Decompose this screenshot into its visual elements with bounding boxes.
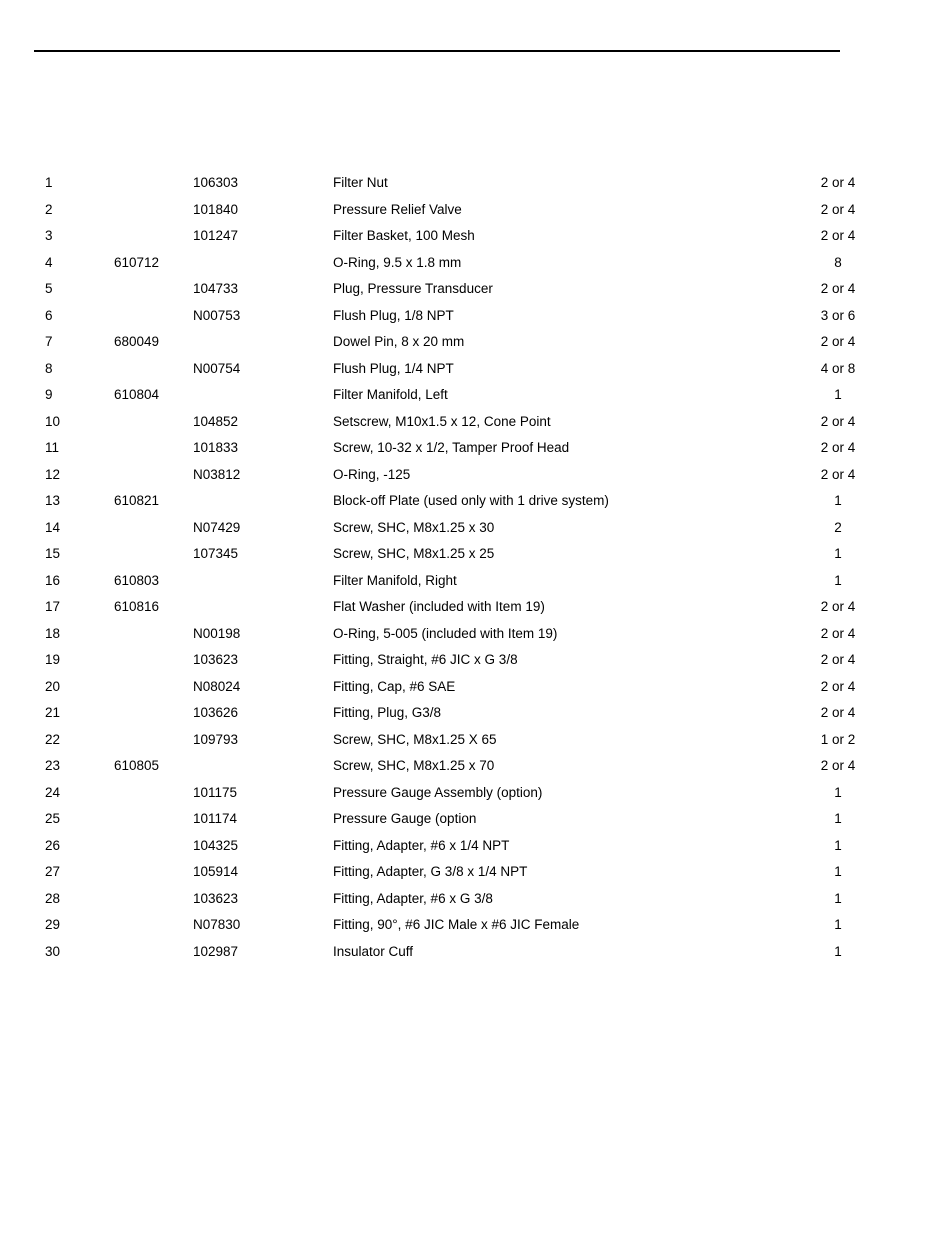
item-number: 2	[45, 201, 53, 217]
item-number: 29	[45, 917, 61, 932]
part-description: Screw, SHC, M8x1.25 x 70	[333, 758, 495, 773]
parts-row	[0, 916, 950, 943]
quantity: 1	[834, 917, 842, 932]
item-number: 6	[45, 307, 53, 323]
quantity: 2 or 4	[820, 758, 856, 773]
item-number: 19	[45, 652, 61, 667]
part-description: Fitting, Adapter, G 3/8 x 1/4 NPT	[333, 864, 528, 879]
part-number: 101174	[193, 811, 238, 826]
part-description: Screw, SHC, M8x1.25 x 30	[333, 519, 495, 535]
item-number: 26	[45, 837, 61, 853]
part-number: 104733	[193, 281, 239, 296]
part-number: 102987	[193, 943, 239, 959]
quantity: 2 or 4	[820, 281, 856, 296]
parts-row	[0, 572, 950, 599]
part-number: 103623	[193, 890, 239, 906]
part-number: N03812	[193, 466, 241, 482]
parts-row	[0, 757, 950, 784]
part-description: Screw, SHC, M8x1.25 x 25	[333, 546, 495, 561]
item-number: 7	[45, 334, 53, 349]
quantity: 8	[834, 254, 842, 270]
part-description: Fitting, Plug, G3/8	[333, 705, 442, 720]
header-divider	[34, 50, 840, 52]
item-number: 5	[45, 281, 53, 296]
part-description: O-Ring, -125	[333, 466, 411, 482]
parts-row	[0, 413, 950, 440]
part-description: Pressure Relief Valve	[333, 201, 462, 217]
kit-number: 610803	[114, 572, 160, 588]
quantity: 2 or 4	[820, 440, 856, 455]
part-description: Screw, SHC, M8x1.25 X 65	[333, 731, 497, 747]
parts-row	[0, 863, 950, 890]
part-description: O-Ring, 9.5 x 1.8 mm	[333, 254, 462, 270]
part-number: 105914	[193, 864, 239, 879]
part-description: Setscrew, M10x1.5 x 12, Cone Point	[333, 413, 551, 429]
part-number: 109793	[193, 731, 239, 747]
quantity: 1	[834, 387, 842, 402]
quantity: 2	[834, 519, 842, 535]
parts-row	[0, 333, 950, 360]
part-description: Filter Manifold, Right	[333, 572, 457, 588]
part-description: Screw, 10-32 x 1/2, Tamper Proof Head	[333, 440, 570, 455]
parts-row	[0, 254, 950, 281]
parts-row	[0, 280, 950, 307]
quantity: 2 or 4	[820, 599, 856, 614]
quantity: 1	[834, 493, 842, 508]
quantity: 2 or 4	[820, 175, 856, 190]
item-number: 9	[45, 387, 53, 402]
quantity: 3 or 6	[820, 307, 856, 323]
item-number: 16	[45, 572, 61, 588]
parts-row	[0, 360, 950, 387]
part-description: Plug, Pressure Transducer	[333, 281, 493, 296]
quantity: 2 or 4	[820, 705, 856, 720]
item-number: 3	[45, 228, 53, 243]
parts-row	[0, 704, 950, 731]
parts-row	[0, 466, 950, 493]
part-number: N07830	[193, 917, 241, 932]
item-number: 13	[45, 493, 61, 508]
parts-row	[0, 943, 950, 970]
part-number: 104852	[193, 413, 239, 429]
item-number: 4	[45, 254, 53, 270]
item-number: 14	[45, 519, 61, 535]
quantity: 2 or 4	[820, 228, 856, 243]
part-description: Fitting, Adapter, #6 x G 3/8	[333, 890, 493, 906]
kit-number: 610816	[114, 599, 160, 614]
parts-row	[0, 678, 950, 705]
part-number: 101840	[193, 201, 239, 217]
kit-number: 680049	[114, 334, 160, 349]
parts-row	[0, 386, 950, 413]
quantity: 1 or 2	[820, 731, 856, 747]
part-description: Filter Basket, 100 Mesh	[333, 228, 475, 243]
item-number: 25	[45, 811, 61, 826]
parts-row	[0, 307, 950, 334]
quantity: 2 or 4	[820, 334, 856, 349]
parts-row	[0, 174, 950, 201]
parts-row	[0, 837, 950, 864]
kit-number: 610805	[114, 758, 160, 773]
part-description: Flush Plug, 1/4 NPT	[333, 360, 454, 376]
part-description: Fitting, Cap, #6 SAE	[333, 678, 456, 694]
part-number: 103623	[193, 652, 239, 667]
quantity: 1	[834, 572, 842, 588]
part-number: N00753	[193, 307, 241, 323]
item-number: 22	[45, 731, 61, 747]
item-number: 8	[45, 360, 53, 376]
quantity: 1	[834, 784, 842, 800]
kit-number: 610821	[114, 493, 160, 508]
quantity: 1	[834, 890, 842, 906]
item-number: 17	[45, 599, 61, 614]
quantity: 1	[834, 943, 842, 959]
quantity: 2 or 4	[820, 652, 856, 667]
part-description: Filter Manifold, Left	[333, 387, 448, 402]
item-number: 24	[45, 784, 61, 800]
part-number: 103626	[193, 705, 239, 720]
part-number: 101175	[193, 784, 238, 800]
parts-row	[0, 439, 950, 466]
item-number: 15	[45, 546, 61, 561]
item-number: 21	[45, 705, 61, 720]
part-number: N00198	[193, 625, 241, 641]
quantity: 1	[834, 837, 842, 853]
parts-row	[0, 519, 950, 546]
item-number: 20	[45, 678, 61, 694]
quantity: 1	[834, 811, 842, 826]
quantity: 1	[834, 864, 842, 879]
parts-row	[0, 784, 950, 811]
parts-row	[0, 201, 950, 228]
part-number: 107345	[193, 546, 239, 561]
quantity: 2 or 4	[820, 678, 856, 694]
part-description: O-Ring, 5-005 (included with Item 19)	[333, 625, 558, 641]
quantity: 1	[834, 546, 842, 561]
part-description: Insulator Cuff	[333, 943, 414, 959]
part-description: Fitting, Straight, #6 JIC x G 3/8	[333, 652, 518, 667]
quantity: 2 or 4	[820, 413, 856, 429]
part-description: Fitting, Adapter, #6 x 1/4 NPT	[333, 837, 510, 853]
part-number: 101833	[193, 440, 239, 455]
quantity: 4 or 8	[820, 360, 856, 376]
parts-row	[0, 625, 950, 652]
part-number: N00754	[193, 360, 241, 376]
parts-row	[0, 651, 950, 678]
parts-row	[0, 731, 950, 758]
part-description: Block-off Plate (used only with 1 drive system)	[333, 493, 609, 508]
part-description: Fitting, 90°, #6 JIC Male x #6 JIC Female	[333, 917, 580, 932]
item-number: 23	[45, 758, 61, 773]
item-number: 10	[45, 413, 61, 429]
part-description: Flush Plug, 1/8 NPT	[333, 307, 454, 323]
item-number: 12	[45, 466, 61, 482]
parts-row	[0, 598, 950, 625]
item-number: 11	[45, 440, 60, 455]
parts-row	[0, 545, 950, 572]
item-number: 30	[45, 943, 61, 959]
parts-row	[0, 492, 950, 519]
part-number: N07429	[193, 519, 241, 535]
part-number: N08024	[193, 678, 241, 694]
item-number: 18	[45, 625, 61, 641]
quantity: 2 or 4	[820, 466, 856, 482]
parts-row	[0, 227, 950, 254]
kit-number: 610804	[114, 387, 160, 402]
parts-list	[0, 174, 950, 969]
item-number: 27	[45, 864, 61, 879]
parts-row	[0, 810, 950, 837]
part-number: 104325	[193, 837, 239, 853]
part-number: 101247	[193, 228, 239, 243]
kit-number: 610712	[114, 254, 160, 270]
part-description: Flat Washer (included with Item 19)	[333, 599, 545, 614]
quantity: 2 or 4	[820, 625, 856, 641]
item-number: 28	[45, 890, 61, 906]
part-description: Dowel Pin, 8 x 20 mm	[333, 334, 465, 349]
quantity: 2 or 4	[820, 201, 856, 217]
parts-row	[0, 890, 950, 917]
item-number: 1	[45, 175, 53, 190]
part-description: Pressure Gauge Assembly (option)	[333, 784, 543, 800]
part-number: 106303	[193, 175, 239, 190]
part-description: Filter Nut	[333, 175, 388, 190]
part-description: Pressure Gauge (option	[333, 811, 477, 826]
